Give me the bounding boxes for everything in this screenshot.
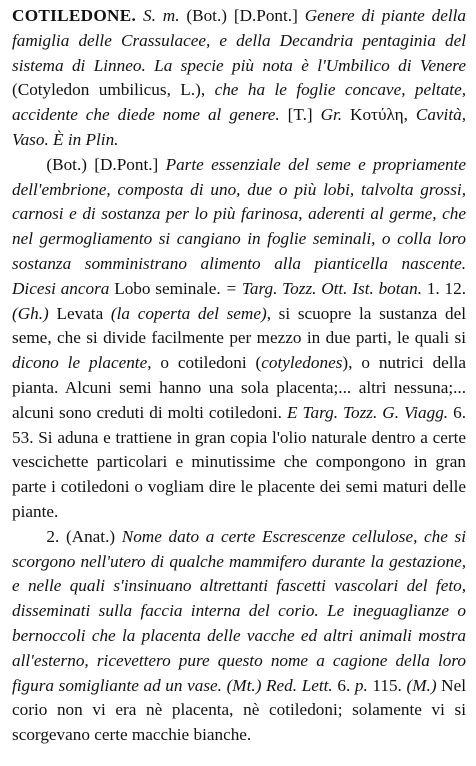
italic-text-run: Nome dato a certe Escrescenze cellulose, che si scorgono nell'utero di qualche mammifero durante la gestazione, e nelle quali s'insinuano altrettanti fascetti vascolari del feto, disseminati sulla faccia interna del corio. Le ineguaglianze o bernoccoli che la placenta delle vacche ed altri animali mostra all'esterno, ricevettero pure questo nome a cagione della loro figura somigliante ad un vase. (Mt.) Red. Lett. (12, 526, 466, 695)
text-run: ), o nutrici della pianta. Alcuni semi hanno una sola placenta;... altri nessuna;... alcuni sono creduti di molti cotiledoni. (12, 353, 466, 422)
italic-text-run: che ha le foglie concave, peltate, accidente che diede nome al genere. (12, 80, 466, 125)
italic-text-run: = Targ. Tozz. Ott. Ist. botan. (225, 278, 423, 298)
text-run: 6. 53. Si aduna e trattiene in gran copia l'olio naturale dentro a certe vescichette particolari e minutissime che compongono in gran parte i cotiledoni o vogliam dire le placente dei semi maturi delle piante. (12, 402, 467, 521)
entry-paragraph-3 (12, 525, 466, 748)
italic-text-run: Parte essenziale del seme e propriamente dell'embrione, composta di uno, due o più lobi, talvolta grossi, carnosi e di sostanza per lo più farinosa, aderenti al germe, che nel germogliamento si cangiano in foglie seminali, o colla loro sostanza somministrano alimento alla pianticella nascente. Dicesi ancora (12, 154, 466, 298)
text-run: Nel corio non vi era nè placenta, nè cotiledoni; solamente vi si scorgevano certe macchie bianche. (12, 675, 466, 745)
italic-text-run: E Targ. Tozz. G. Viagg. (286, 402, 449, 422)
entry-paragraph-1 (12, 4, 466, 153)
text-run: [T.] (279, 105, 321, 125)
text-run: 115. (367, 675, 407, 695)
text-run: Κοτύλη, (342, 105, 416, 125)
italic-text-run: Gr. (320, 105, 343, 125)
text-run: (Cotyledon umbilicus, L.), (12, 80, 215, 100)
text-run: 2. (Anat.) (46, 526, 122, 546)
text-run: , o cotiledoni ( (147, 353, 262, 373)
text-run: Levata (48, 303, 111, 323)
italic-text-run: cotyledones (261, 353, 343, 373)
text-run: , si scuopre la sustanza del seme, che si divide facilmente per mezzo in due parti, le quali si (12, 303, 466, 348)
italic-text-run: p. (354, 675, 368, 695)
italic-text-run: dicono le placente (12, 353, 148, 373)
italic-text-run: (la coperta del seme) (110, 303, 267, 323)
text-run: Lobo seminale. (109, 278, 226, 298)
entry-headword: COTILEDONE. (12, 6, 137, 25)
dictionary-entry-cotiledone (12, 4, 466, 748)
italic-text-run: (Gh.) (12, 303, 49, 323)
italic-text-run: Cavità, Vaso. È in Plin. (12, 105, 467, 149)
entry-paragraph-2 (12, 153, 466, 525)
text-run: (Bot.) [D.Pont.] (179, 6, 305, 25)
italic-text-run: (M.) (406, 675, 437, 695)
text-run: (Bot.) [D.Pont.] (46, 154, 166, 174)
italic-text-run: Genere di piante della famiglia delle Crassulacee, e della Decandria pentaginia del sistema di Linneo. La specie più nota è l'Umbilico di Venere (12, 6, 466, 75)
text-run: 1. 12. (422, 278, 466, 298)
italic-text-run: S. m. (143, 6, 180, 25)
text-run: 6. (332, 675, 355, 695)
